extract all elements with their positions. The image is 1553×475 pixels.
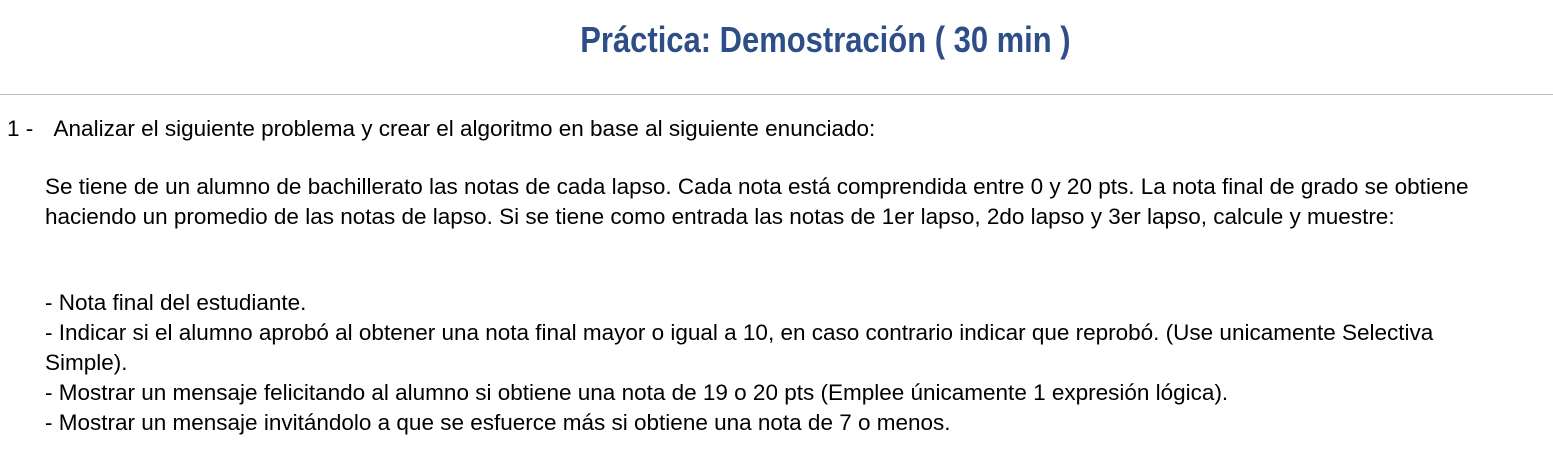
exercise-header [7, 114, 875, 144]
problem-statement: Se tiene de un alumno de bachillerato las notas de cada lapso. Cada nota está comprendida entre 0 y 20 pts. La nota final de grado se obtiene haciendo un promedio de las notas de lapso. Si se tiene como entrada las notas de 1er lapso, 2do lapso y 3er lapso, calcule y muestre: [45, 174, 1469, 229]
page-title: Práctica: Demostración ( 30 min ) [580, 19, 1071, 60]
requirement-item: - Mostrar un mensaje felicitando al alumno si obtiene una nota de 19 o 20 pts (Emplee únicamente 1 expresión lógica). [45, 380, 1229, 405]
divider [0, 94, 1553, 95]
problem-statement-block [45, 172, 1545, 232]
requirement-item: - Nota final del estudiante. [45, 290, 307, 315]
exercise-number: 1 - [7, 116, 34, 141]
exercise-instruction: Analizar el siguiente problema y crear el algoritmo en base al siguiente enunciado: [53, 116, 876, 141]
requirements-list [45, 288, 1485, 438]
requirement-item: - Mostrar un mensaje invitándolo a que se esfuerce más si obtiene una nota de 7 o menos. [45, 410, 951, 435]
requirement-item: - Indicar si el alumno aprobó al obtener una nota final mayor o igual a 10, en caso contrario indicar que reprobó. (Use unicamente Selectiva Simple). [45, 320, 1434, 375]
